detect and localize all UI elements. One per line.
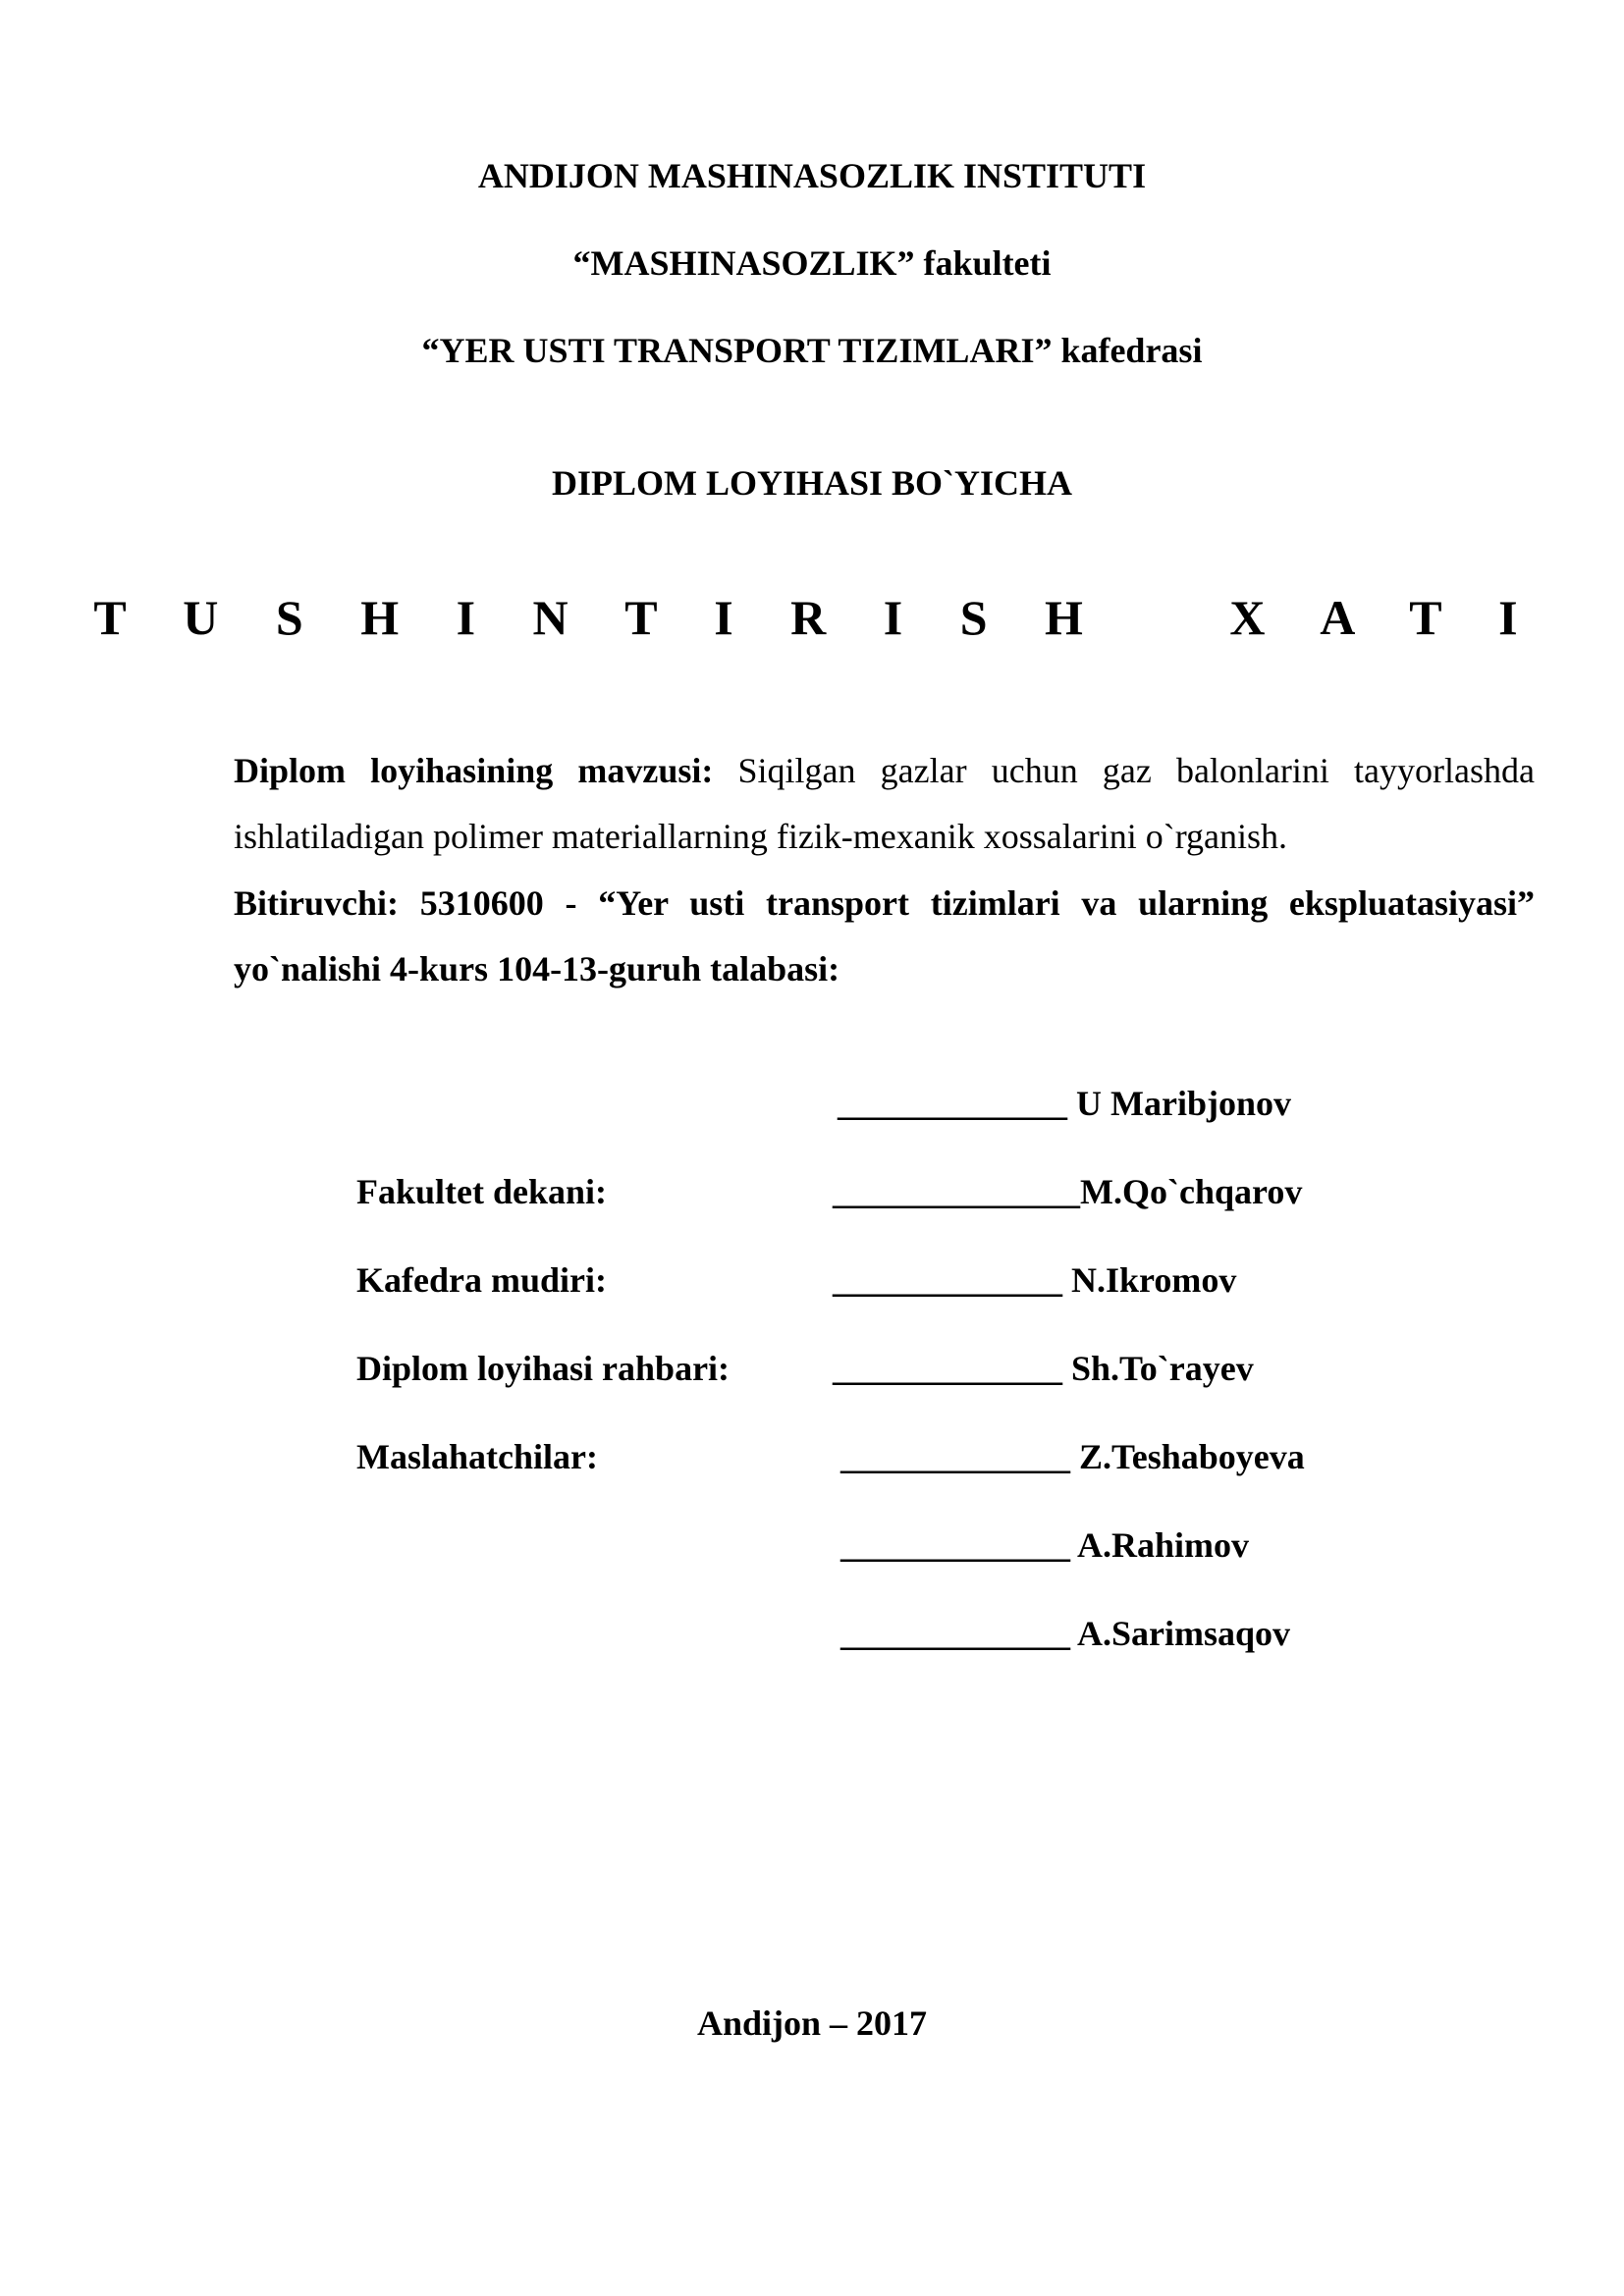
- document-title: T U S H I N T I R I S H X A T I: [93, 590, 1531, 645]
- supervisor-signature: _____________ Sh.To`rayev: [833, 1349, 1254, 1388]
- consultant-signature-2: _____________ A.Rahimov: [840, 1525, 1250, 1565]
- department-name: “YER USTI TRANSPORT TIZIMLARI” kafedrasi: [421, 331, 1203, 370]
- student-signature: _____________ U Maribjonov: [838, 1084, 1291, 1123]
- supervisor-label: Diplom loyihasi rahbari:: [356, 1349, 731, 1388]
- dean-signature: ______________M.Qo`chqarov: [833, 1172, 1303, 1211]
- graduate-paragraph: Bitiruvchi: 5310600 - “Yer usti transport tizimlari va ularning ekspluatasiyasi” yo`nalishi 4-kurs 104-13-guruh talabasi:: [234, 883, 1535, 988]
- theme-text: Siqilgan gazlar uchun gaz balonlarini tayyorlashda ishlatiladigan polimer materiallarning fizik-mexanik xossalarini o`rganish.: [234, 751, 1535, 856]
- consultants-label: Maslahatchilar:: [356, 1437, 598, 1476]
- consultant-signature-3: _____________ A.Sarimsaqov: [840, 1614, 1291, 1653]
- theme-paragraph: [234, 738, 1535, 870]
- head-signature: _____________ N.Ikromov: [833, 1260, 1237, 1300]
- consultant-signature-1: _____________ Z.Teshaboyeva: [840, 1437, 1305, 1476]
- dean-label: Fakultet dekani:: [356, 1172, 608, 1211]
- theme-label: Diplom loyihasining mavzusi:: [234, 751, 714, 790]
- faculty-name: “MASHINASOZLIK” fakulteti: [572, 243, 1052, 283]
- document-subtitle: DIPLOM LOYIHASI BO`YICHA: [551, 463, 1073, 503]
- head-label: Kafedra mudiri:: [356, 1260, 607, 1300]
- place-year: Andijon – 2017: [696, 2003, 928, 2043]
- institute-name: ANDIJON MASHINASOZLIK INSTITUTI: [477, 156, 1147, 195]
